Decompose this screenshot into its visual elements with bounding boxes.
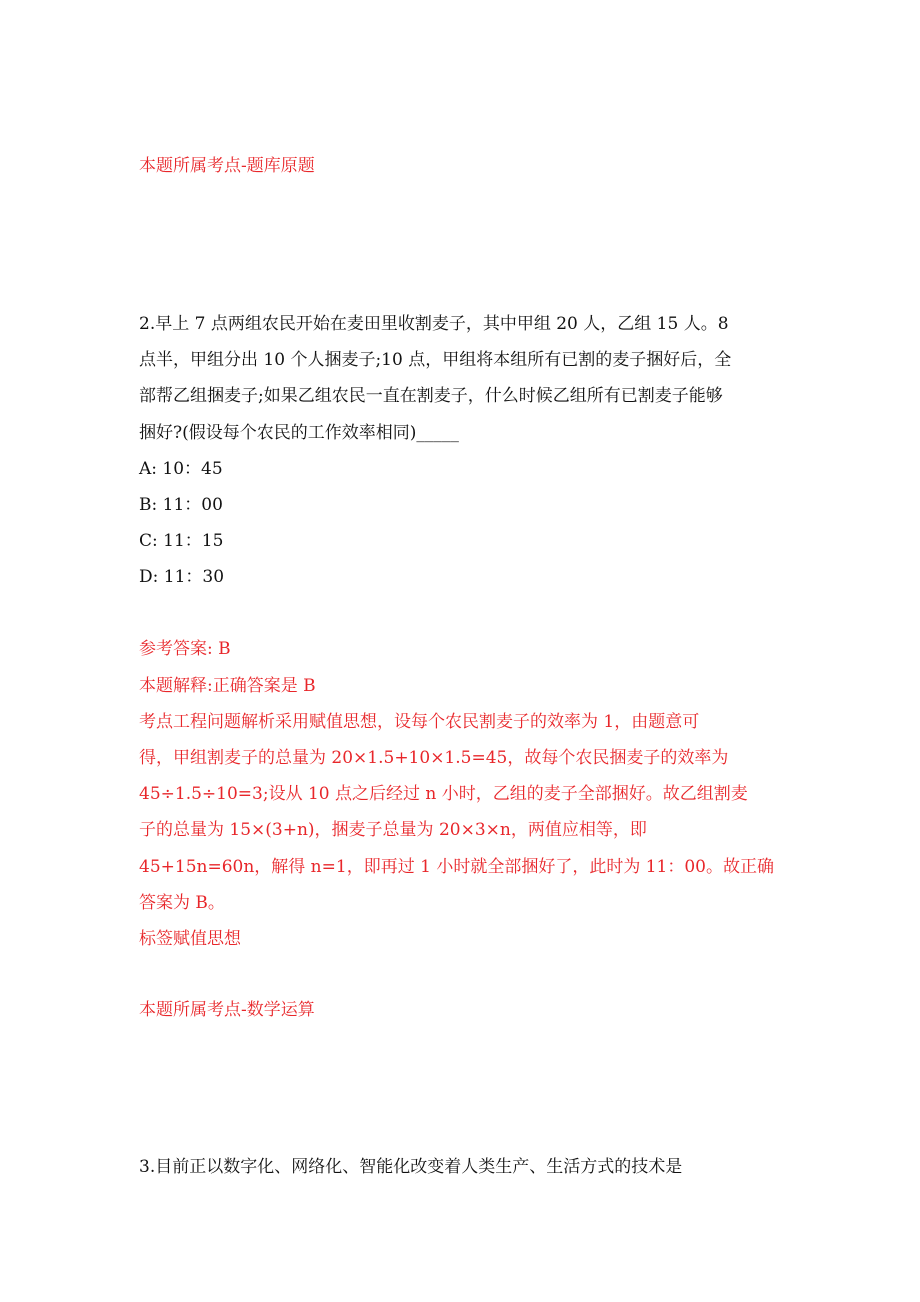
question-2-line-3: 部帮乙组捆麦子;如果乙组农民一直在割麦子，什么时候乙组所有已割麦子能够 — [139, 386, 723, 406]
option-b: B: 11：00 — [139, 495, 223, 515]
option-a: A: 10：45 — [139, 459, 223, 479]
explanation-line-6: 答案为 B。 — [139, 893, 225, 913]
topic-label-2: 本题所属考点-数学运算 — [139, 1000, 315, 1020]
explanation-line-3: 45÷1.5÷10=3;设从 10 点之后经过 n 小时，乙组的麦子全部捆好。故乙组割麦 — [139, 784, 748, 804]
topic-label-1: 本题所属考点-题库原题 — [139, 156, 315, 176]
question-2-line-4: 捆好?(假设每个农民的工作效率相同)_____ — [139, 423, 459, 443]
option-c: C: 11：15 — [139, 531, 224, 551]
question-2-line-1: 2.早上 7 点两组农民开始在麦田里收割麦子，其中甲组 20 人，乙组 15 人。8 — [139, 314, 729, 334]
explanation-line-2: 得，甲组割麦子的总量为 20×1.5+10×1.5=45，故每个农民捆麦子的效率为 — [139, 748, 729, 768]
question-2-line-2: 点半，甲组分出 10 个人捆麦子;10 点，甲组将本组所有已割的麦子捆好后，全 — [139, 350, 732, 370]
question-3-line-1: 3.目前正以数字化、网络化、智能化改变着人类生产、生活方式的技术是 — [139, 1157, 683, 1177]
reference-answer: 参考答案: B — [139, 639, 231, 659]
explanation-line-4: 子的总量为 15×(3+n)，捆麦子总量为 20×3×n，两值应相等，即 — [139, 820, 647, 840]
explanation-line-1: 考点工程问题解析采用赋值思想，设每个农民割麦子的效率为 1，由题意可 — [139, 712, 700, 732]
explanation-line-5: 45+15n=60n，解得 n=1，即再过 1 小时就全部捆好了，此时为 11：00。故正确 — [139, 857, 774, 877]
tag-label: 标签赋值思想 — [139, 929, 241, 949]
explanation-title: 本题解释:正确答案是 B — [139, 676, 316, 696]
option-d: D: 11：30 — [139, 567, 225, 587]
